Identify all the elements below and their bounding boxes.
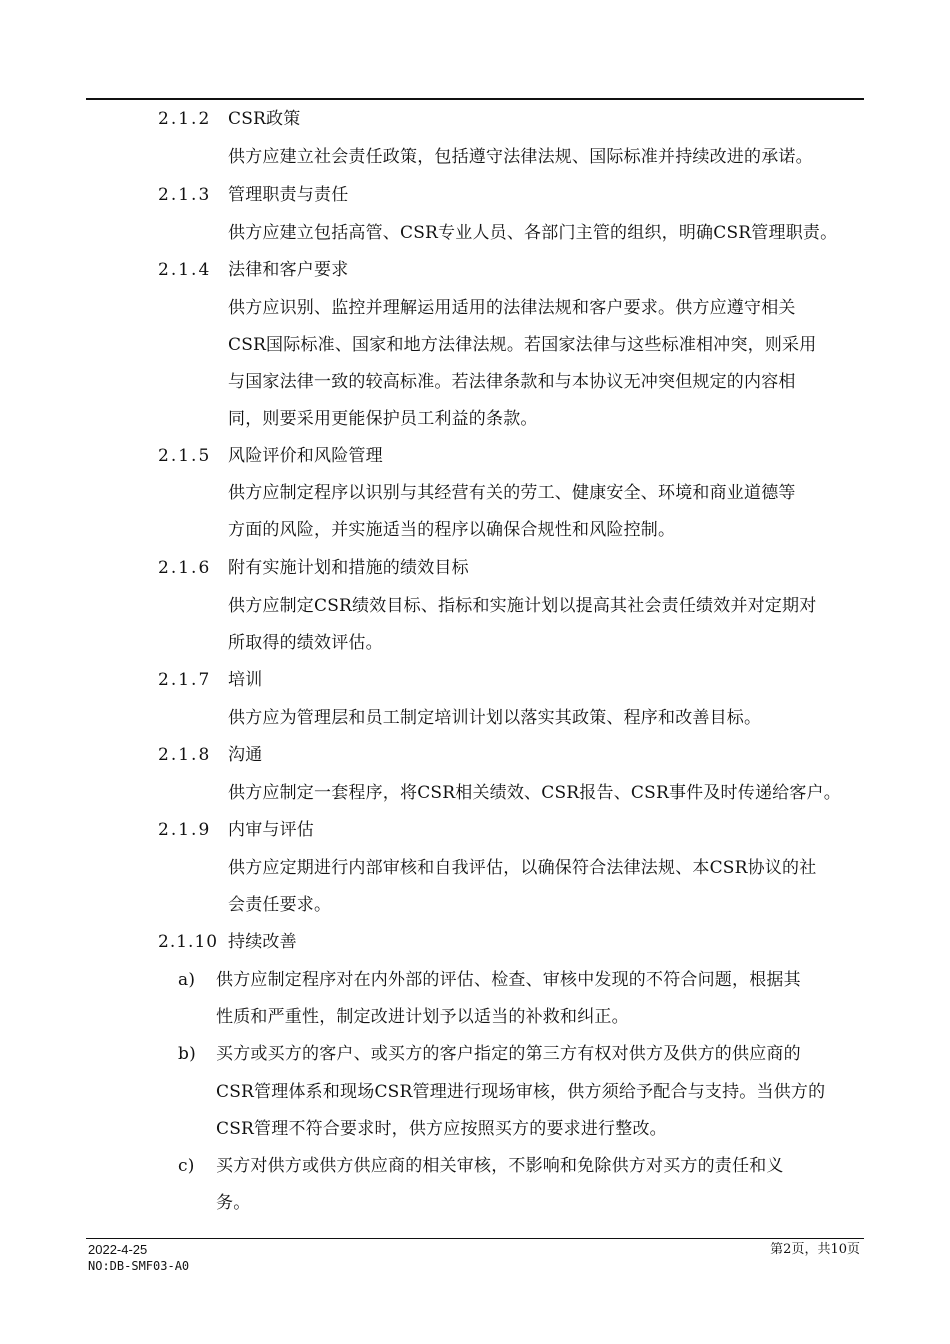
list-item-line: 务。	[216, 1193, 251, 1213]
paragraph-line: 供方应制定CSR绩效目标、指标和实施计划以提高其社会责任绩效并对定期对	[228, 596, 817, 616]
paragraph-line: 供方应定期进行内部审核和自我评估，以确保符合法律法规、本CSR协议的社	[228, 858, 817, 878]
list-item-line: 供方应制定程序对在内外部的评估、检查、审核中发现的不符合问题，根据其	[216, 970, 801, 990]
list-item-marker: c)	[178, 1156, 195, 1176]
list-item-marker: a)	[178, 970, 196, 990]
list-item-line: 买方对供方或供方供应商的相关审核，不影响和免除供方对买方的责任和义	[216, 1156, 784, 1176]
page-indicator: 第2页，共10页	[770, 1242, 860, 1257]
section-title: 风险评价和风险管理	[228, 446, 383, 466]
paragraph-line: 供方应为管理层和员工制定培训计划以落实其政策、程序和改善目标。	[228, 708, 762, 728]
section-title: 培训	[228, 670, 263, 690]
paragraph-line: 所取得的绩效评估。	[228, 633, 383, 653]
paragraph-line: 与国家法律一致的较高标准。若法律条款和与本协议无冲突但规定的内容相	[228, 372, 796, 392]
section-title: 附有实施计划和措施的绩效目标	[228, 558, 469, 578]
section-number: 2.1.10	[158, 932, 219, 952]
list-item-line: CSR管理不符合要求时，供方应按照买方的要求进行整改。	[216, 1119, 667, 1139]
list-item-line: 性质和严重性，制定改进计划予以适当的补救和纠正。	[216, 1007, 629, 1027]
section-number: 2.1.3	[158, 185, 212, 205]
section-title: CSR政策	[228, 109, 301, 129]
section-title: 沟通	[228, 745, 263, 765]
paragraph-line: 供方应建立社会责任政策，包括遵守法律法规、国际标准并持续改进的承诺。	[228, 147, 813, 167]
section-number: 2.1.5	[158, 446, 212, 466]
paragraph-line: 同，则要采用更能保护员工利益的条款。	[228, 409, 538, 429]
list-item-line: 买方或买方的客户、或买方的客户指定的第三方有权对供方及供方的供应商的	[216, 1044, 801, 1064]
paragraph-line: 供方应制定程序以识别与其经营有关的劳工、健康安全、环境和商业道德等	[228, 483, 796, 503]
section-number: 2.1.7	[158, 670, 212, 690]
paragraph-line: CSR国际标准、国家和地方法律法规。若国家法律与这些标准相冲突，则采用	[228, 335, 817, 355]
section-number: 2.1.2	[158, 109, 212, 129]
paragraph-line: 供方应识别、监控并理解运用适用的法律法规和客户要求。供方应遵守相关	[228, 298, 796, 318]
paragraph-line: 供方应建立包括高管、CSR专业人员、各部门主管的组织，明确CSR管理职责。	[228, 223, 838, 243]
list-item-marker: b)	[178, 1044, 196, 1064]
footer-date: 2022-4-25	[88, 1242, 148, 1257]
paragraph-line: 会责任要求。	[228, 895, 332, 915]
list-item-line: CSR管理体系和现场CSR管理进行现场审核，供方须给予配合与支持。当供方的	[216, 1082, 826, 1102]
section-number: 2.1.8	[158, 745, 212, 765]
section-title: 内审与评估	[228, 820, 314, 840]
section-number: 2.1.6	[158, 558, 212, 578]
section-title: 法律和客户要求	[228, 260, 349, 280]
section-number: 2.1.9	[158, 820, 212, 840]
footer-rule	[86, 1238, 864, 1239]
section-title: 持续改善	[228, 932, 297, 952]
document-number: NO:DB-SMF03-A0	[88, 1259, 190, 1273]
header-rule	[86, 98, 864, 100]
paragraph-line: 方面的风险，并实施适当的程序以确保合规性和风险控制。	[228, 520, 676, 540]
paragraph-line: 供方应制定一套程序，将CSR相关绩效、CSR报告、CSR事件及时传递给客户。	[228, 783, 841, 803]
section-number: 2.1.4	[158, 260, 212, 280]
section-title: 管理职责与责任	[228, 185, 349, 205]
